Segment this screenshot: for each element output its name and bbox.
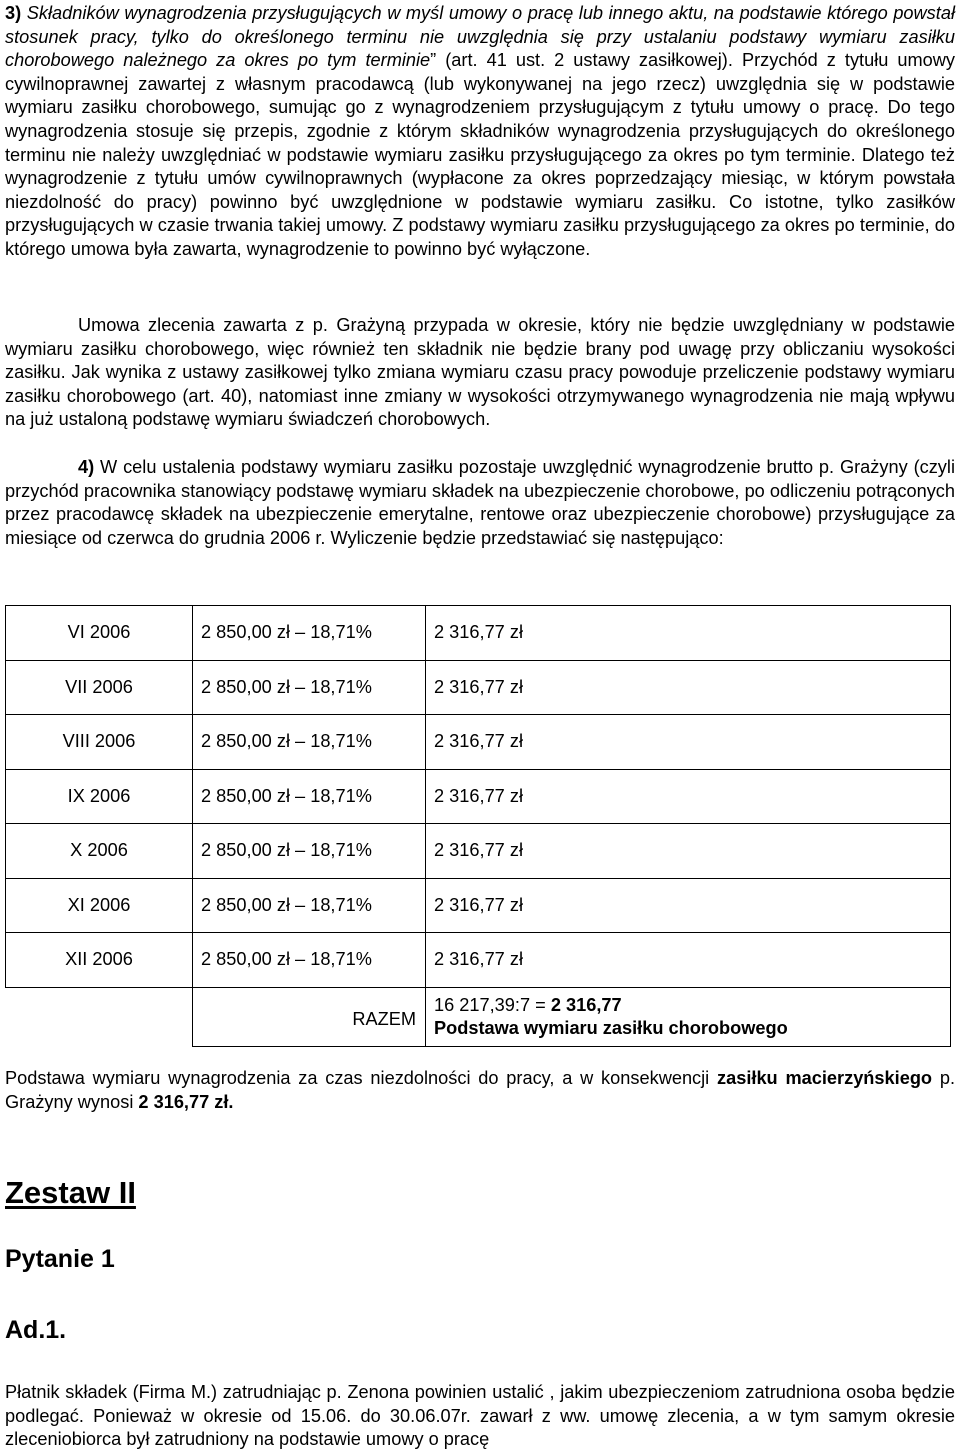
- section-4-text: W celu ustalenia podstawy wymiaru zasiłku pozostaje uwzględnić wynagrodzenie brutto p. Grażyny (czyli przychód pracownika stanowiący podstawę wymiaru składek na ubezpieczenie chorobowe, po odliczeniu potrąconych przez pracodawcę składek na ubezpieczenie emerytalne, rentowe oraz ubezpieczenie chorobowe) przysługujące za miesiące od czerwca do grudnia 2006 r. Wyliczenie będzie przedstawiać się następująco:: [5, 457, 955, 548]
- month-cell: XI 2006: [6, 878, 193, 933]
- summary-bold-2: 2 316,77 zł.: [138, 1091, 234, 1112]
- calc-cell: 2 850,00 zł – 18,71%: [193, 660, 426, 715]
- month-cell: VI 2006: [6, 606, 193, 661]
- table-row: [6, 606, 951, 661]
- total-label: RAZEM: [193, 987, 426, 1046]
- section-3-paragraph: [5, 2, 955, 262]
- total-value: 2 316,77: [550, 994, 622, 1015]
- month-cell: VIII 2006: [6, 715, 193, 770]
- result-cell: 2 316,77 zł: [426, 660, 951, 715]
- salary-calculation-body: [6, 606, 951, 1047]
- total-caption: Podstawa wymiaru zasiłku chorobowego: [434, 1017, 788, 1038]
- calc-cell: 2 850,00 zł – 18,71%: [193, 933, 426, 988]
- calc-cell: 2 850,00 zł – 18,71%: [193, 824, 426, 879]
- calc-cell: 2 850,00 zł – 18,71%: [193, 769, 426, 824]
- umowa-text: Umowa zlecenia zawarta z p. Grażyną przypada w okresie, który nie będzie uwzględniany w podstawie wymiaru zasiłku chorobowego, więc również ten składnik nie będzie brany pod uwagę przy obliczaniu wysokości zasiłku. Jak wynika z ustawy zasiłkowej tylko zmiana wymiaru czasu pracy powoduje przeliczenie podstawy wymiaru zasiłku chorobowego (art. 40), natomiast inne zmiany w wysokości otrzymywanego wynagrodzenia nie mają wpływu na już ustaloną podstawę wymiaru świadczeń chorobowych.: [5, 315, 955, 430]
- question-heading: Pytanie 1: [5, 1245, 115, 1273]
- table-total-row: [6, 987, 951, 1046]
- result-cell: 2 316,77 zł: [426, 824, 951, 879]
- salary-calculation-table: [5, 605, 951, 1047]
- ad-heading: Ad.1.: [5, 1316, 67, 1344]
- table-row: [6, 878, 951, 933]
- result-cell: 2 316,77 zł: [426, 769, 951, 824]
- summary-part-1: Podstawa wymiaru wynagrodzenia za czas niezdolności do pracy, a w konsekwencji: [5, 1068, 718, 1088]
- calc-cell: 2 850,00 zł – 18,71%: [193, 878, 426, 933]
- result-cell: 2 316,77 zł: [426, 606, 951, 661]
- section-4-paragraph: [5, 456, 955, 550]
- result-cell: 2 316,77 zł: [426, 878, 951, 933]
- section-3-italic-quote: Składników wynagrodzenia przysługujących w myśl umowy o pracę lub innego aktu, na podstawie którego powstał stosunek pracy, tylko do określonego terminu nie uwzględnia się przy ustalaniu podstawy wymiaru zasiłku chorobowego należnego za okres po tym terminie: [5, 3, 955, 71]
- section-4-number: 4): [78, 457, 95, 477]
- total-empty-cell: [6, 987, 193, 1046]
- table-row: [6, 933, 951, 988]
- total-formula: 16 217,39:7 =: [434, 994, 551, 1015]
- table-row: [6, 824, 951, 879]
- summary-bold-1: zasiłku macierzyńskiego: [717, 1068, 933, 1088]
- total-value-cell: [426, 987, 951, 1046]
- umowa-paragraph: [5, 314, 955, 432]
- month-cell: XII 2006: [6, 933, 193, 988]
- table-row: [6, 715, 951, 770]
- section-3-citation: ” (art. 41 ust. 2 ustawy zasiłkowej).: [430, 50, 733, 71]
- section-3-number: 3): [5, 3, 22, 23]
- month-cell: IX 2006: [6, 769, 193, 824]
- result-cell: 2 316,77 zł: [426, 715, 951, 770]
- table-row: [6, 769, 951, 824]
- summary-part-2: p. Grażyny wynosi: [5, 1068, 955, 1112]
- table-row: [6, 660, 951, 715]
- section-3-text: Przychód z tytułu umowy cywilnoprawnej zawartej z własnym pracodawcą (lub wykonywanej na jego rzecz) uwzględnia się w podstawie wymiaru zasiłku chorobowego, sumując go z wynagrodzeniem przysługującym z tytułu umowy o pracę. Do tego wynagrodzenia stosuje się przepis, zgodnie z którym składników wynagrodzenia przysługujących do określonego terminu nie należy uwzględniać w podstawie wymiaru zasiłku przysługującego za okres po tym terminie. Dlatego też wynagrodzenie z tytułu umów cywilnoprawnych (wypłacone za okres poprzedzający miesiąc, w którym powstała niezdolność do pracy) powinno być uwzględnione w podstawie wymiaru zasiłku. Co istotne, tylko zasiłków przysługujących w czasie trwania takiej umowy. Z podstawy wymiaru zasiłku przysługującego za okres po terminie, do którego umowa była zawarta, wynagrodzenie to powinno być wyłączone.: [5, 50, 955, 259]
- month-cell: X 2006: [6, 824, 193, 879]
- month-cell: VII 2006: [6, 660, 193, 715]
- calc-cell: 2 850,00 zł – 18,71%: [193, 606, 426, 661]
- set-heading: Zestaw II: [5, 1175, 136, 1210]
- final-paragraph: [5, 1381, 955, 1452]
- result-cell: 2 316,77 zł: [426, 933, 951, 988]
- summary-paragraph: [5, 1067, 955, 1114]
- calc-cell: 2 850,00 zł – 18,71%: [193, 715, 426, 770]
- final-text: Płatnik składek (Firma M.) zatrudniając p. Zenona powinien ustalić , jakim ubezpieczeniom zatrudniona osoba będzie podlegać. Ponieważ w okresie od 15.06. do 30.06.07r. zawarł z ww. umowę zlecenia, a w tym samym okresie zleceniobiorca był zatrudniony na podstawie umowy o pracę: [5, 1382, 955, 1450]
